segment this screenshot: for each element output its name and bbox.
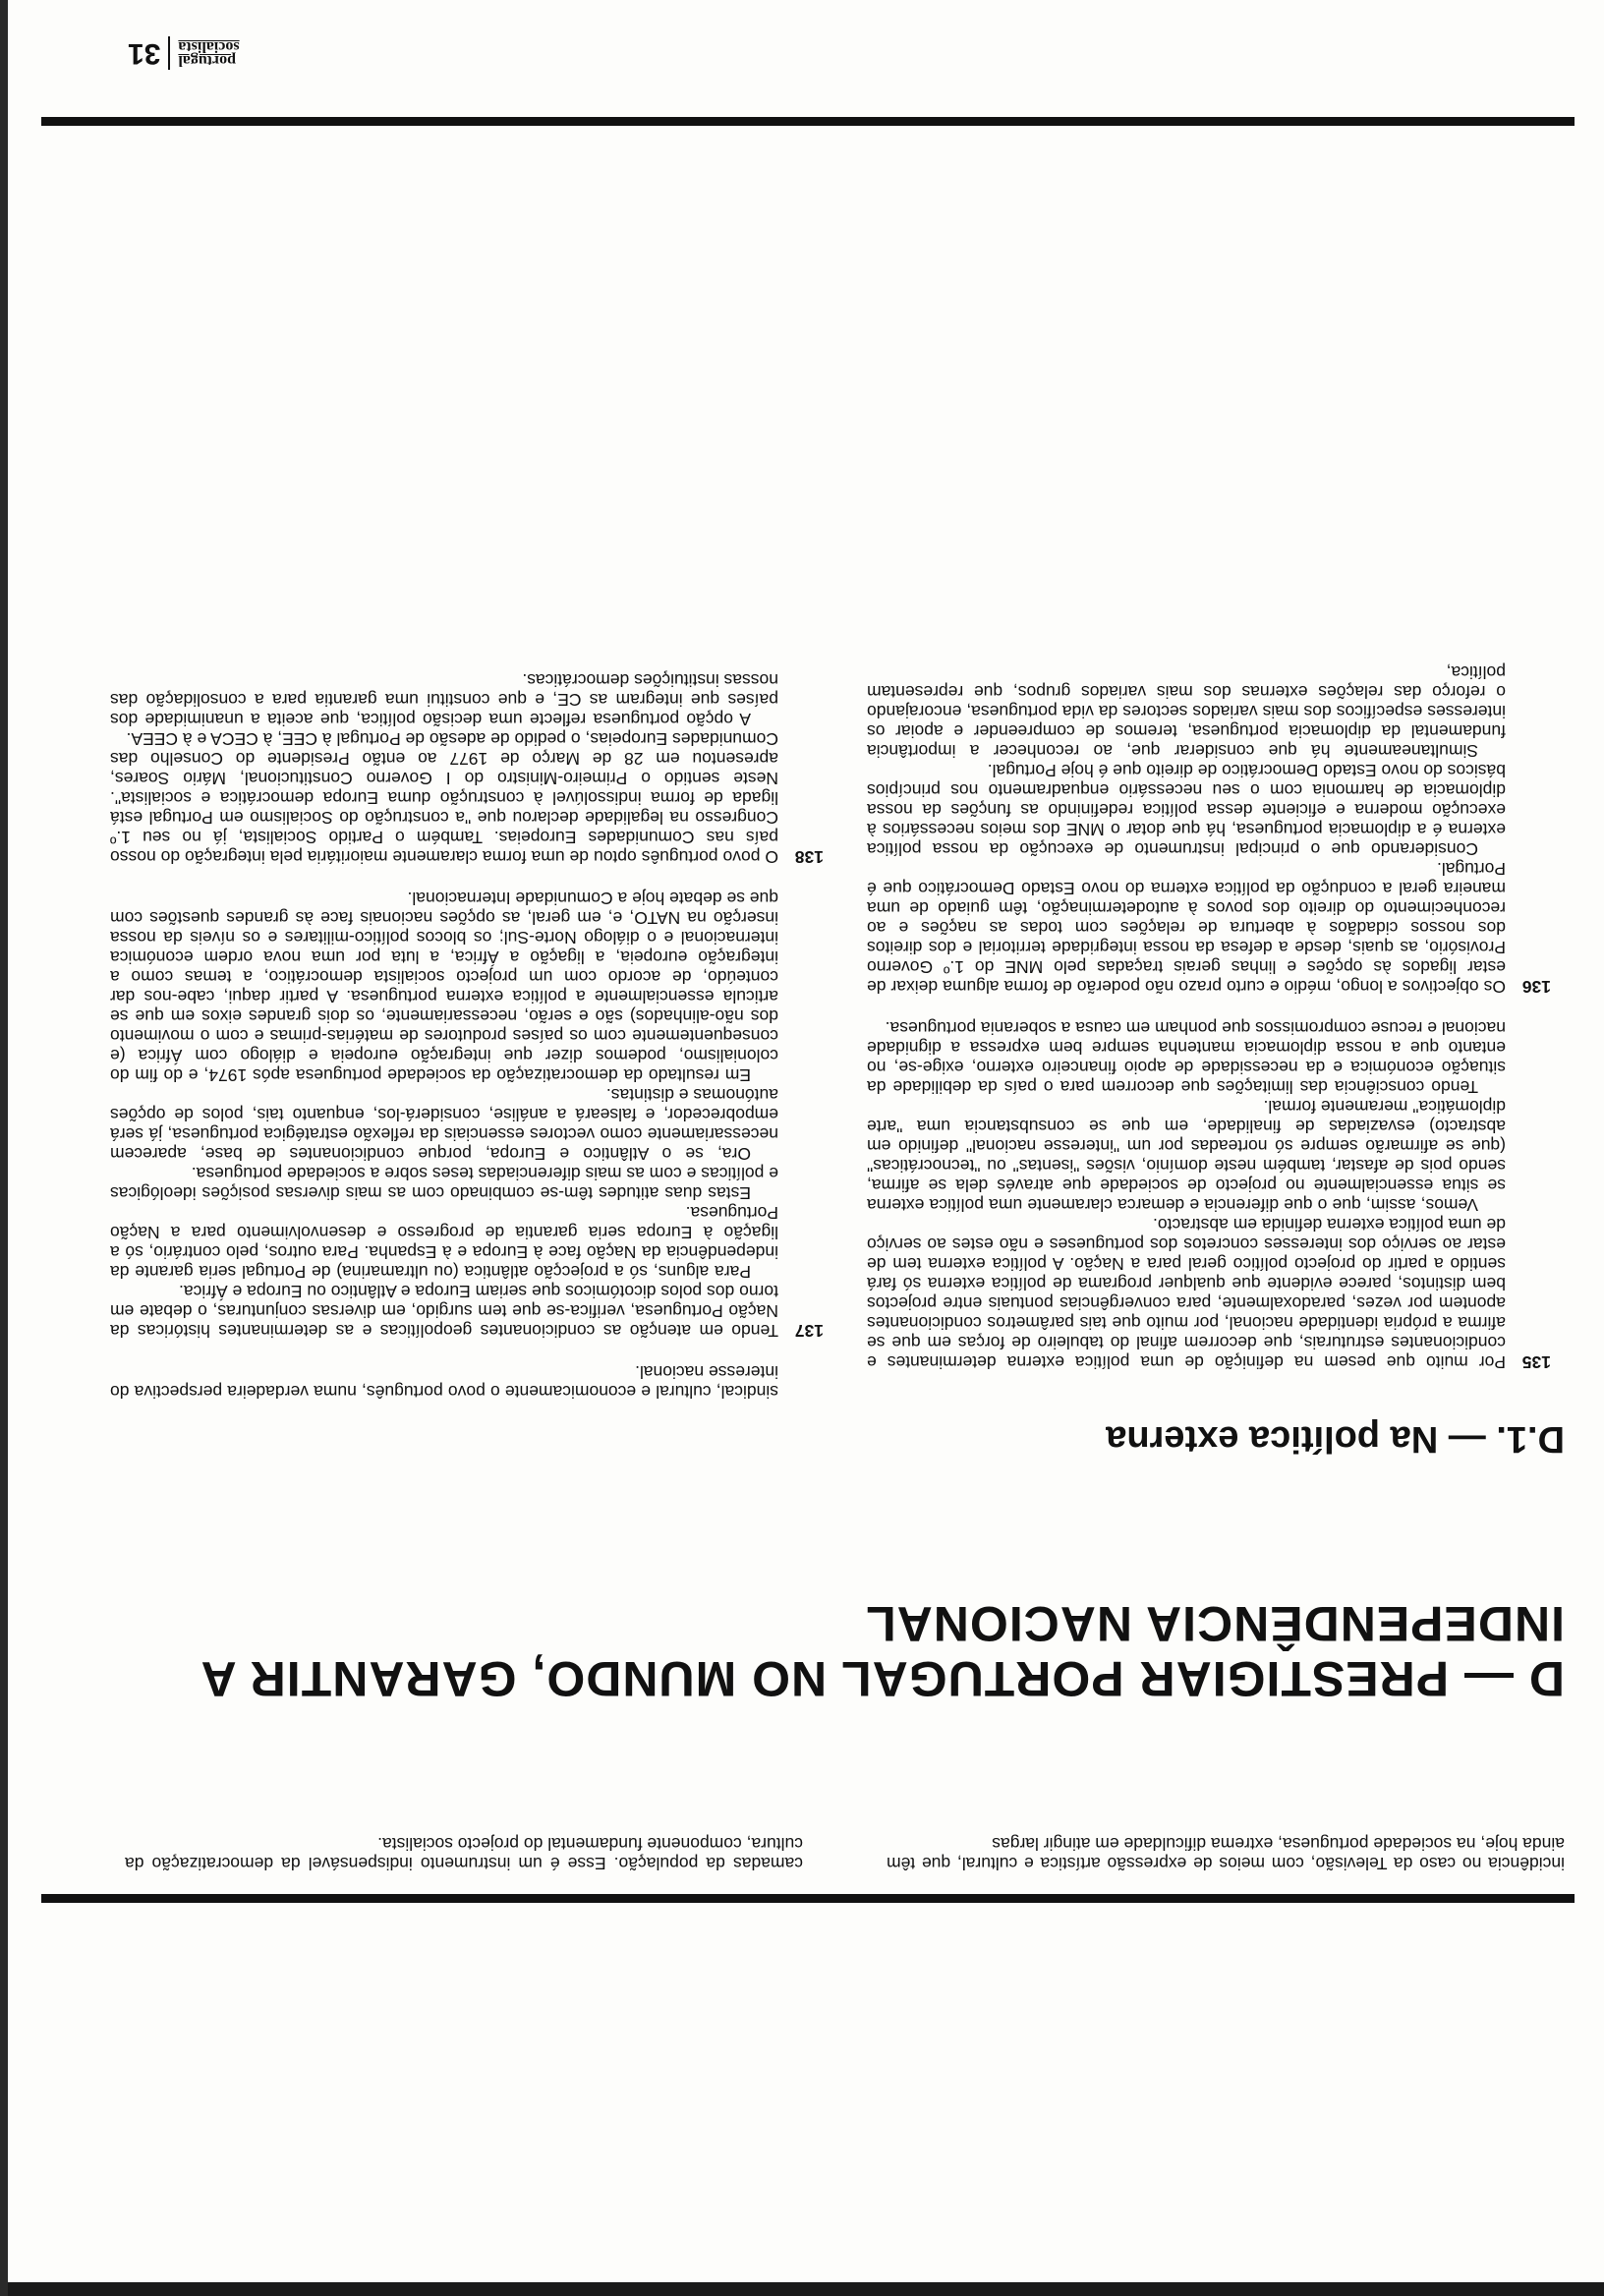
paragraph-text: Tendo consciência das limitações que decorrem para o país da debilidade da situação económica e da necessidade de apoio financeiro externo, exige-se, no entanto que a nossa diplomacia mantenha sempre bem expressa a dignidade nacional e recuse compromissos que ponham em causa a soberania portuguesa. [867, 1018, 1506, 1097]
intro-column-left [887, 1834, 1565, 1873]
section-subtitle: D.1. — Na política externa [1106, 1418, 1565, 1460]
paragraph-number: 137 [794, 1321, 824, 1341]
page-number-divider [168, 36, 170, 70]
logo-line: socialista [178, 38, 240, 55]
paragraph-text: Os objectivos a longo, médio e curto prazo não poderão de forma alguma deixar de estar ligados às opções e linhas gerais traçadas pelo MNE do 1.º Governo Provisório, as quais, desde a defesa da nossa integridade territorial e dos direitos dos nossos cidadãos à abertura de relações com todas as nações e ao reconhecimento do direito dos povos à autodeterminação, têm guiado de uma maneira geral a condução da política externa do novo Estado Democrático que é Portugal. [867, 859, 1506, 997]
intro-text: camadas da população. Esse é um instrumento indispensável da democratização da cultura, componente fundamental do projecto socialista. [125, 1834, 803, 1873]
paragraph-137 [110, 889, 824, 1341]
horizontal-rule [41, 117, 1575, 126]
paragraph-135 [867, 1018, 1551, 1372]
paragraph-text: Vemos, assim, que o que diferencia e demarca claramente uma política externa se situa essencialmente no projecto de sociedade que através dela se afirma, sendo pois de afastar, também neste domínio, visões "isentas" ou "tecnocráticas" (que se afirmarão sempre só norteadas por um "interesse nacional" definido em abstracto) esvaziadas de finalidade, em que se consubstancia uma "arte diplomática" meramente formal. [867, 1097, 1506, 1215]
page-footer [128, 36, 240, 70]
paragraph-text: Simultaneamente há que considerar que, ao reconhecer a importância fundamental da diplomacia portuguesa, teremos de compreender e apoiar os interesses específicos dos mais variados sectores da vida portuguesa, encorajando o reforço das relações externas dos mais variados grupos, que representam política, [867, 662, 1506, 761]
section-title: D — PRESTIGIAR PORTUGAL NO MUNDO, GARANTIR A INDEPENDÊNCIA NACIONAL [201, 1596, 1565, 1706]
intro-column-right [125, 1834, 803, 1873]
paragraph-text: Para alguns, só a projecção atlântica (ou ultramarina) de Portugal seria garante da independência da Nação face à Europa e à Espanha. Para outros, pelo contrário, só a ligação à Europa seria garantia de progresso e desenvolvimento para a Nação Portuguesa. [110, 1203, 778, 1282]
column-right [110, 670, 824, 1402]
paragraph-number: 136 [1521, 977, 1551, 997]
paragraph-number: 138 [794, 847, 824, 867]
paragraph-text: A opção portuguesa reflecte uma decisão política, que aceita a unanimidade dos países que integram as CE, e que constitui uma garantia para a consolidação das nossas instituições democráticas. [110, 670, 778, 729]
paragraph-136 [867, 662, 1551, 997]
column-left [867, 662, 1551, 1372]
scan-edge [0, 0, 8, 2296]
paragraph-continuation: sindical, cultural e economicamente o povo português, numa verdadeira perspectiva do interesse nacional. [110, 1362, 778, 1402]
paragraph-text: Por muito que pesem na definição de uma política externa determinantes e condicionantes estruturais, que decorrem afinal do tabuleiro de forças em que se afirma a própria identidade nacional, por muito que tais parâmetros condicionantes apontem por vezes, paradoxalmente, para convergências pontuais entre projectos bem distintos, parece evidente que qualquer programa de política externa só fará sentido a partir do projecto político geral para a Nação. A política externa tem de estar ao serviço dos interesses concretos dos portugueses e não estes ao serviço de uma política externa definida em abstracto. [867, 1215, 1506, 1372]
paragraph-text: O povo português optou de uma forma claramente maioritária pela integração do nosso país nas Comunidades Europeias. Também o Partido Socialista, já no seu 1.º Congresso na legalidade declarou que "a construção do Socialismo em Portugal está ligada de forma indissolúvel à construção duma Europa democrática e socialista". Neste sentido o Primeiro-Ministro do I Governo Constitucional, Mário Soares, apresentou em 28 de Março de 1977 ao então Presidente do Conselho das Comunidades Europeias, o pedido de adesão de Portugal à CEE, à CECA e à CEEA. [110, 729, 778, 867]
paragraph-138 [110, 670, 824, 867]
paragraph-text: Considerando que o principal instrumento de execução da nossa política externa é a diplomacia portuguesa, há que dotar o MNE dos meios necessários à execução moderna e eficiente dessa política redefinindo as funções da nossa diplomacia de harmonia com o seu necessário enquadramento nos princípios básicos do novo Estado Democrático de direito que é hoje Portugal. [867, 761, 1506, 859]
page-number: 31 [128, 37, 161, 70]
logo-line: portugal [178, 52, 237, 69]
scan-edge [0, 2282, 1604, 2296]
paragraph-text: Ora, se o Atlântico e Europa, porque condicionantes de base, aparecem necessariamente como vectores essenciais da reflexão estratégica portuguesa, já será empobrecedor, e falseará a análise, considerá-los, enquanto tais, polos de opções autónomas e distintas. [110, 1085, 778, 1164]
paragraph-number: 135 [1521, 1352, 1551, 1372]
horizontal-rule [41, 1894, 1575, 1903]
paragraph-text: Tendo em atenção as condicionantes geopolíticas e as determinantes históricas da Nação Portuguesa, verifica-se que tem surgido, em diversas conjunturas, o debate em torno dos polos dicotómicos que seriam Europa e Atlântico ou Europa e África. [110, 1282, 778, 1341]
intro-text: incidência no caso da Televisão, com meios de expressão artística e cultural, que têm ainda hoje, na sociedade portuguesa, extrema dificuldade em atingir largas [887, 1834, 1565, 1873]
publication-logo [178, 39, 239, 67]
paragraph-text: Em resultado da democratização da sociedade portuguesa após 1974, e do fim do colonialismo, podemos dizer que integração europeia e diálogo com África (e consequentemente com os países produtores de matérias-primas e com o movimento dos não-alinhados) são e serão, necessariamente, os dois grandes eixos em que se articula essencialmente a política externa portuguesa. A partir daqui, cabe-nos dar conteúdo, de acordo com um projecto socialista democrático, a temas como a integração europeia, a ligação a África, a luta por uma nova ordem económica internacional e o diálogo Norte-Sul; os blocos político-militares e os níveis da nossa inserção na NATO, e, em geral, as opções nacionais face às grandes questões com que se debate hoje a Comunidade Internacional. [110, 889, 778, 1085]
paragraph-text: Estas duas atitudes têm-se combinado com as mais diversas posições ideológicas e políticas e com as mais diferenciadas teses sobre a sociedade portuguesa. [110, 1164, 778, 1203]
